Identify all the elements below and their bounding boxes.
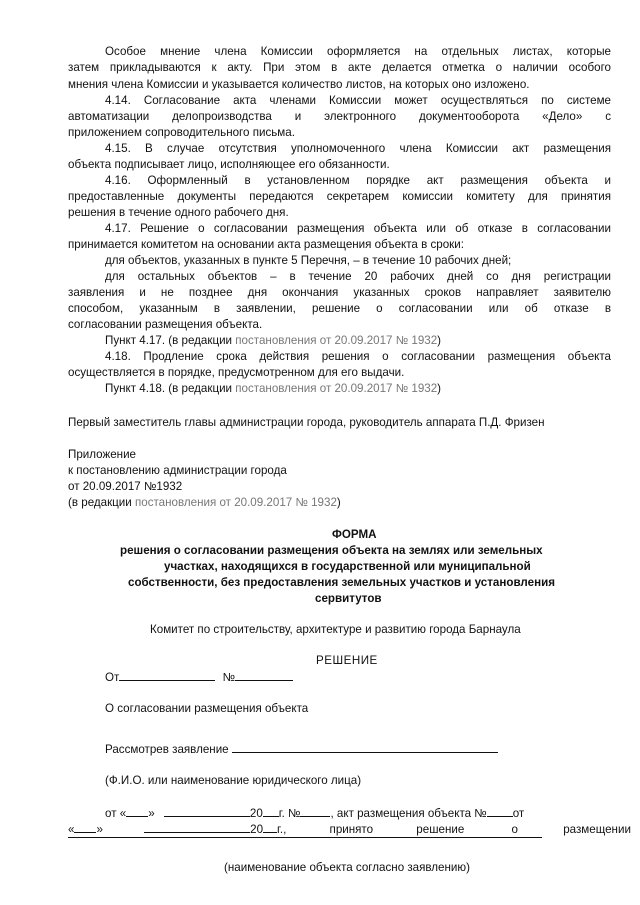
paragraph-line: объекта подписывает лицо, исполняющее его обязанности. [68, 158, 390, 171]
year-suffix: г., [277, 823, 287, 836]
form-subtitle-line: участках, находящихся в государственной или муниципальной [164, 560, 531, 573]
form-subtitle-line: собственности, без предоставления земельных участков и установления [128, 576, 555, 589]
paragraph-line: заявления и не позднее дня окончания указанных сроков направляет заявителю [68, 286, 611, 299]
decision-heading: РЕШЕНИЕ [316, 654, 378, 667]
date-number-row [105, 669, 293, 685]
month-blank[interactable] [144, 821, 250, 833]
paragraph-line: для объектов, указанных в пункте 5 Перечня, – в течение 10 рабочих дней; [105, 254, 512, 267]
object-name-caption: (наименование объекта согласно заявлению) [224, 861, 470, 874]
paragraph-line: осуществляется в порядке, предусмотренном для его выдачи. [68, 366, 405, 379]
amendment-prefix: Пункт 4.18. (в редакции [105, 382, 236, 395]
appendix-title: Приложение [68, 448, 137, 461]
paragraph-line: мнения члена Комиссии и указывается количество листов, на которых оно изложено. [68, 78, 530, 91]
paragraph-line: затем прикладываются к акту. При этом в акте делается отметка о наличии особого [68, 61, 611, 74]
paragraph-line: автоматизации делопроизводства и электронного документооборота «Дело» с [68, 110, 611, 123]
quote-close: » [148, 807, 155, 820]
amendment-suffix: ) [437, 382, 442, 395]
paragraph-line: Особое мнение члена Комиссии оформляется на отдельных листах, которые [105, 45, 611, 58]
month-blank[interactable] [164, 805, 250, 817]
clause-4-16: 4.16. Оформленный в установленном порядке акт размещения объекта и [105, 174, 611, 187]
year-blank[interactable] [263, 805, 279, 817]
from-label: от [512, 807, 525, 820]
year-prefix: 20 [250, 823, 264, 836]
application-row-1 [105, 805, 611, 821]
word-adopted: принято [329, 823, 374, 836]
applicant-caption: (Ф.И.О. или наименование юридического лица) [105, 774, 362, 787]
act-number-blank[interactable] [487, 805, 513, 817]
paragraph-line: решения в течение одного рабочего дня. [68, 206, 289, 219]
act-label: , акт размещения объекта № [330, 807, 487, 820]
signature-line: Первый заместитель главы администрации города, руководитель аппарата П.Д. Фризен [68, 416, 545, 429]
form-title: ФОРМА [332, 528, 377, 541]
paragraph-line: приложением сопроводительного письма. [68, 126, 295, 139]
amendment-prefix: (в редакции [68, 496, 135, 509]
quote-open: от « [105, 807, 127, 820]
quote-open: « [68, 823, 75, 836]
amendment-note [105, 381, 611, 396]
number-label: г. № [278, 807, 301, 820]
word-decision: решение [416, 823, 465, 836]
number-label: № [222, 671, 235, 684]
reviewed-label: Рассмотрев заявление [105, 743, 229, 756]
subject-line: О согласовании размещения объекта [105, 702, 309, 715]
clause-4-18: 4.18. Продление срока действия решения о согласовании размещения объекта [105, 350, 611, 363]
number-blank[interactable] [300, 805, 330, 817]
paragraph-line: принимается комитетом на основании акта размещения объекта в сроки: [68, 238, 464, 251]
amendment-link[interactable]: постановления от 20.09.2017 № 1932 [235, 334, 438, 347]
clause-4-17: 4.17. Решение о согласовании размещения объекта или об отказе в согласовании [105, 222, 611, 235]
committee-name: Комитет по строительству, архитектуре и развитию города Барнаула [150, 623, 521, 636]
appendix-line: от 20.09.2017 №1932 [68, 480, 183, 493]
word-placement: размещении [563, 823, 631, 836]
applicant-blank[interactable] [232, 741, 498, 753]
amendment-prefix: Пункт 4.17. (в редакции [105, 334, 236, 347]
date-blank[interactable] [119, 669, 215, 681]
form-subtitle-line: сервитутов [315, 592, 382, 605]
application-row-2 [68, 821, 631, 837]
day-blank[interactable] [126, 805, 148, 817]
year-prefix: 20 [249, 807, 263, 820]
paragraph-line: согласовании размещения объекта. [68, 318, 263, 331]
quote-close: » [96, 823, 103, 836]
amendment-note [68, 495, 341, 510]
word-about: о [511, 823, 518, 836]
form-subtitle-line: решения о согласовании размещения объекта на землях или земельных [120, 544, 543, 557]
reviewed-row [105, 741, 498, 757]
amendment-note [105, 333, 611, 348]
number-blank[interactable] [235, 669, 293, 681]
amendment-suffix: ) [437, 334, 442, 347]
amendment-suffix: ) [336, 496, 341, 509]
appendix-line: к постановлению администрации города [68, 464, 287, 477]
object-name-blank[interactable] [68, 837, 542, 838]
amendment-link[interactable]: постановления от 20.09.2017 № 1932 [235, 382, 438, 395]
paragraph-line: предоставленные документы передаются секретарем комиссии комитету для принятия [68, 190, 611, 203]
clause-4-14: 4.14. Согласование акта членами Комиссии может осуществляться по системе [105, 94, 611, 107]
from-label: От [105, 671, 120, 684]
year-blank[interactable] [263, 821, 277, 833]
clause-4-15: 4.15. В случае отсутствия уполномоченного члена Комиссии акт размещения [105, 142, 611, 155]
amendment-link[interactable]: постановления от 20.09.2017 № 1932 [134, 496, 337, 509]
paragraph-line: способом, указанным в заявлении, решение о согласовании или об отказе в [68, 302, 611, 315]
paragraph-line: для остальных объектов – в течение 20 рабочих дней со дня регистрации [105, 270, 611, 283]
day-blank[interactable] [74, 821, 96, 833]
